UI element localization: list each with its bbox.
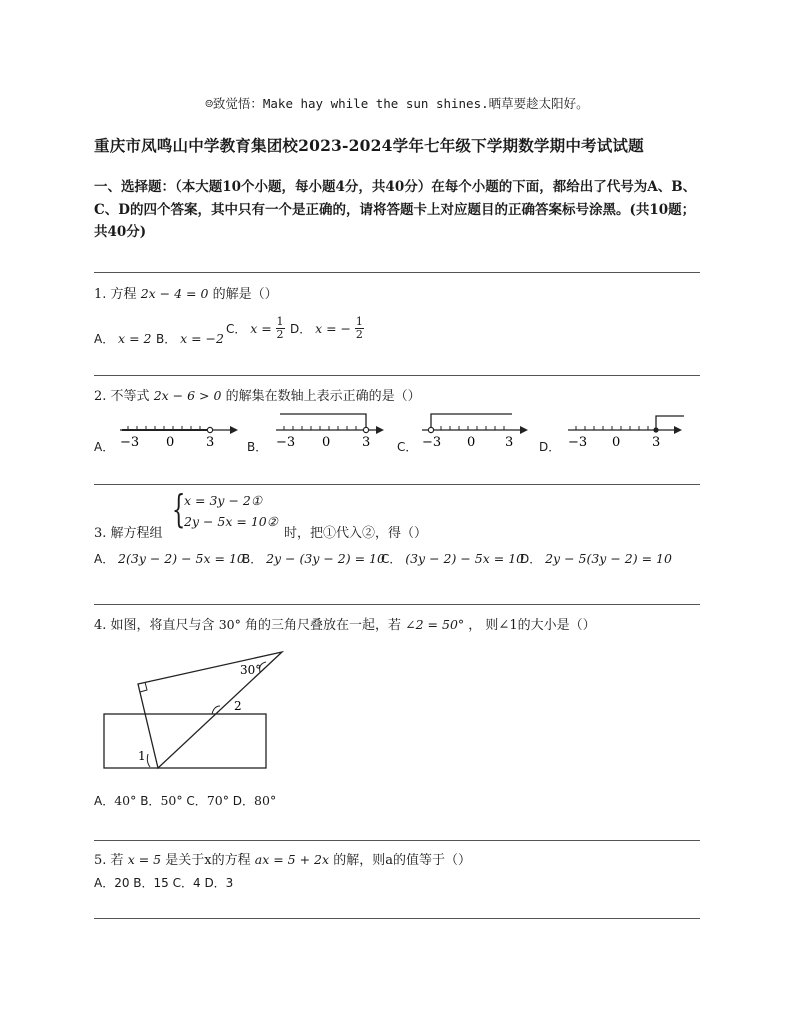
q2-inequality: 2x − 6 > 0 (153, 388, 222, 403)
q1-option-d (290, 316, 364, 341)
option-label: A． (94, 794, 115, 808)
q4-condition: ∠2 = 50° (405, 617, 465, 632)
q5-text-b: 是关于x的方程 (165, 853, 251, 868)
q2-option-c-label: C． (397, 440, 418, 454)
open-endpoint (428, 427, 433, 432)
q5-options: A．20 B．15 C．4 D．3 (94, 876, 234, 890)
option-label: C． (186, 794, 207, 808)
q1-option-b (156, 330, 224, 347)
q1-prefix: 1. 方程 (94, 287, 137, 302)
divider (94, 918, 700, 919)
option-lhs: x = (250, 321, 272, 336)
numerator: 1 (355, 315, 363, 328)
q3-option-b (242, 550, 385, 567)
tick-label: 3 (362, 435, 371, 450)
divider (94, 840, 700, 841)
q4-text-b: 角的三角尺叠放在一起，若 (244, 618, 401, 633)
tick-label: 3 (505, 435, 514, 450)
tick-label: −3 (276, 435, 296, 450)
q3-option-a (94, 550, 245, 567)
q2-option-b-label: B． (247, 440, 268, 454)
tick-label: −3 (422, 435, 442, 450)
numerator: 1 (276, 315, 284, 328)
q4-text-a: 4. 如图，将直尺与含 (94, 618, 215, 633)
q3-option-c (381, 550, 524, 567)
axis-arrow (230, 426, 238, 434)
option-value: (3y − 2) − 5x = 10 (405, 551, 525, 566)
brace-icon: { (172, 487, 186, 531)
q2-numberline-d (562, 404, 688, 454)
tick-label: 0 (166, 435, 175, 450)
q2-prefix: 2. 不等式 (94, 389, 150, 404)
q2-option-a-label: A． (94, 440, 115, 454)
q1-suffix: 的解是（） (212, 287, 278, 302)
option-value: 2(3y − 2) − 5x = 10 (118, 551, 245, 566)
solution-bracket (656, 416, 684, 430)
open-endpoint (207, 427, 212, 432)
q3-equation-1: x = 3y − 2① (184, 493, 263, 508)
q4-angle: 30° (218, 617, 241, 632)
option-value: 80° (254, 793, 277, 808)
open-endpoint (363, 427, 368, 432)
q2-numberline-b (270, 404, 388, 454)
option-value: 50° (160, 793, 183, 808)
option-label: C． (381, 552, 402, 566)
tick-label: 0 (612, 435, 621, 450)
fraction (355, 316, 364, 341)
q3-prefix: 3. 解方程组 (94, 526, 163, 541)
divider (94, 272, 700, 273)
divider (94, 604, 700, 605)
question-2-stem (94, 385, 421, 404)
denominator: 2 (355, 328, 363, 341)
option-value: 2y − (3y − 2) = 10 (266, 551, 385, 566)
q3-suffix: 时，把①代入②，得（） (284, 526, 428, 541)
q2-suffix: 的解集在数轴上表示正确的是（） (225, 389, 421, 404)
tick-label: −3 (568, 435, 588, 450)
tick-label: 3 (652, 435, 661, 450)
option-value: 2y − 5(3y − 2) = 10 (545, 551, 672, 566)
q5-text-c: 的解，则a的值等于（） (333, 853, 471, 868)
closed-endpoint (653, 427, 658, 432)
motto-line: ☺致觉悟：Make hay while the sun shines.晒草要趁太阳好。 (205, 96, 589, 111)
solution-bracket (431, 414, 512, 430)
option-value: x = −2 (180, 331, 224, 346)
section-heading: 一、选择题：（本大题10个小题，每小题4分，共40分）在每个小题的下面，都给出了代号为A、B、C、D的四个答案，其中只有一个是正确的，请将答题卡上对应题目的正确答案标号涂黑。(共10题；共40分) (94, 179, 697, 240)
q2-option-d-label: D． (539, 440, 561, 454)
denominator: 2 (276, 328, 284, 341)
ruler (104, 714, 266, 768)
q2-numberline-c (416, 404, 532, 454)
label-30-degrees: 30° (240, 663, 262, 677)
q1-equation: 2x − 4 = 0 (140, 286, 209, 301)
question-5-stem (94, 849, 471, 868)
option-value: 40° (114, 793, 137, 808)
q4-text-c: ， 则∠1的大小是（） (468, 618, 596, 633)
label-angle-1: 1 (138, 749, 146, 763)
option-lhs: x = − (315, 321, 352, 336)
option-label: A． (94, 552, 115, 566)
label-angle-2: 2 (234, 699, 242, 713)
q4-figure (100, 648, 290, 776)
option-label: B． (140, 794, 161, 808)
angle-2-arc (212, 706, 220, 714)
q5-text-a: 5. 若 (94, 853, 124, 868)
option-label: B． (156, 332, 177, 346)
q3-equation-2: 2y − 5x = 10② (184, 514, 278, 529)
q3-option-d (520, 550, 672, 567)
q1-option-c (226, 316, 285, 341)
tick-label: −3 (120, 435, 140, 450)
axis-arrow (520, 426, 528, 434)
option-label: B． (242, 552, 263, 566)
tick-label: 0 (467, 435, 476, 450)
divider (94, 375, 700, 376)
option-label: D． (232, 794, 255, 808)
q4-options (94, 792, 276, 809)
axis-arrow (674, 426, 682, 434)
option-label: C． (226, 322, 247, 336)
divider (94, 484, 700, 485)
axis-arrow (376, 426, 384, 434)
q1-option-a (94, 330, 151, 347)
option-label: D． (520, 552, 542, 566)
option-value: 70° (206, 793, 229, 808)
page-title: 重庆市凤鸣山中学教育集团校2023-2024学年七年级下学期数学期中考试试题 (94, 136, 644, 155)
option-label: A． (94, 332, 115, 346)
tick-label: 0 (322, 435, 331, 450)
angle-1-arc (147, 754, 150, 767)
tick-label: 3 (206, 435, 215, 450)
q5-condition: x = 5 (127, 852, 162, 867)
option-label: D． (290, 322, 312, 336)
fraction (276, 316, 285, 341)
q5-equation: ax = 5 + 2x (254, 852, 330, 867)
question-4-stem (94, 614, 596, 633)
q2-numberline-a (114, 412, 242, 454)
option-value: x = 2 (118, 331, 152, 346)
question-1-stem (94, 283, 278, 302)
